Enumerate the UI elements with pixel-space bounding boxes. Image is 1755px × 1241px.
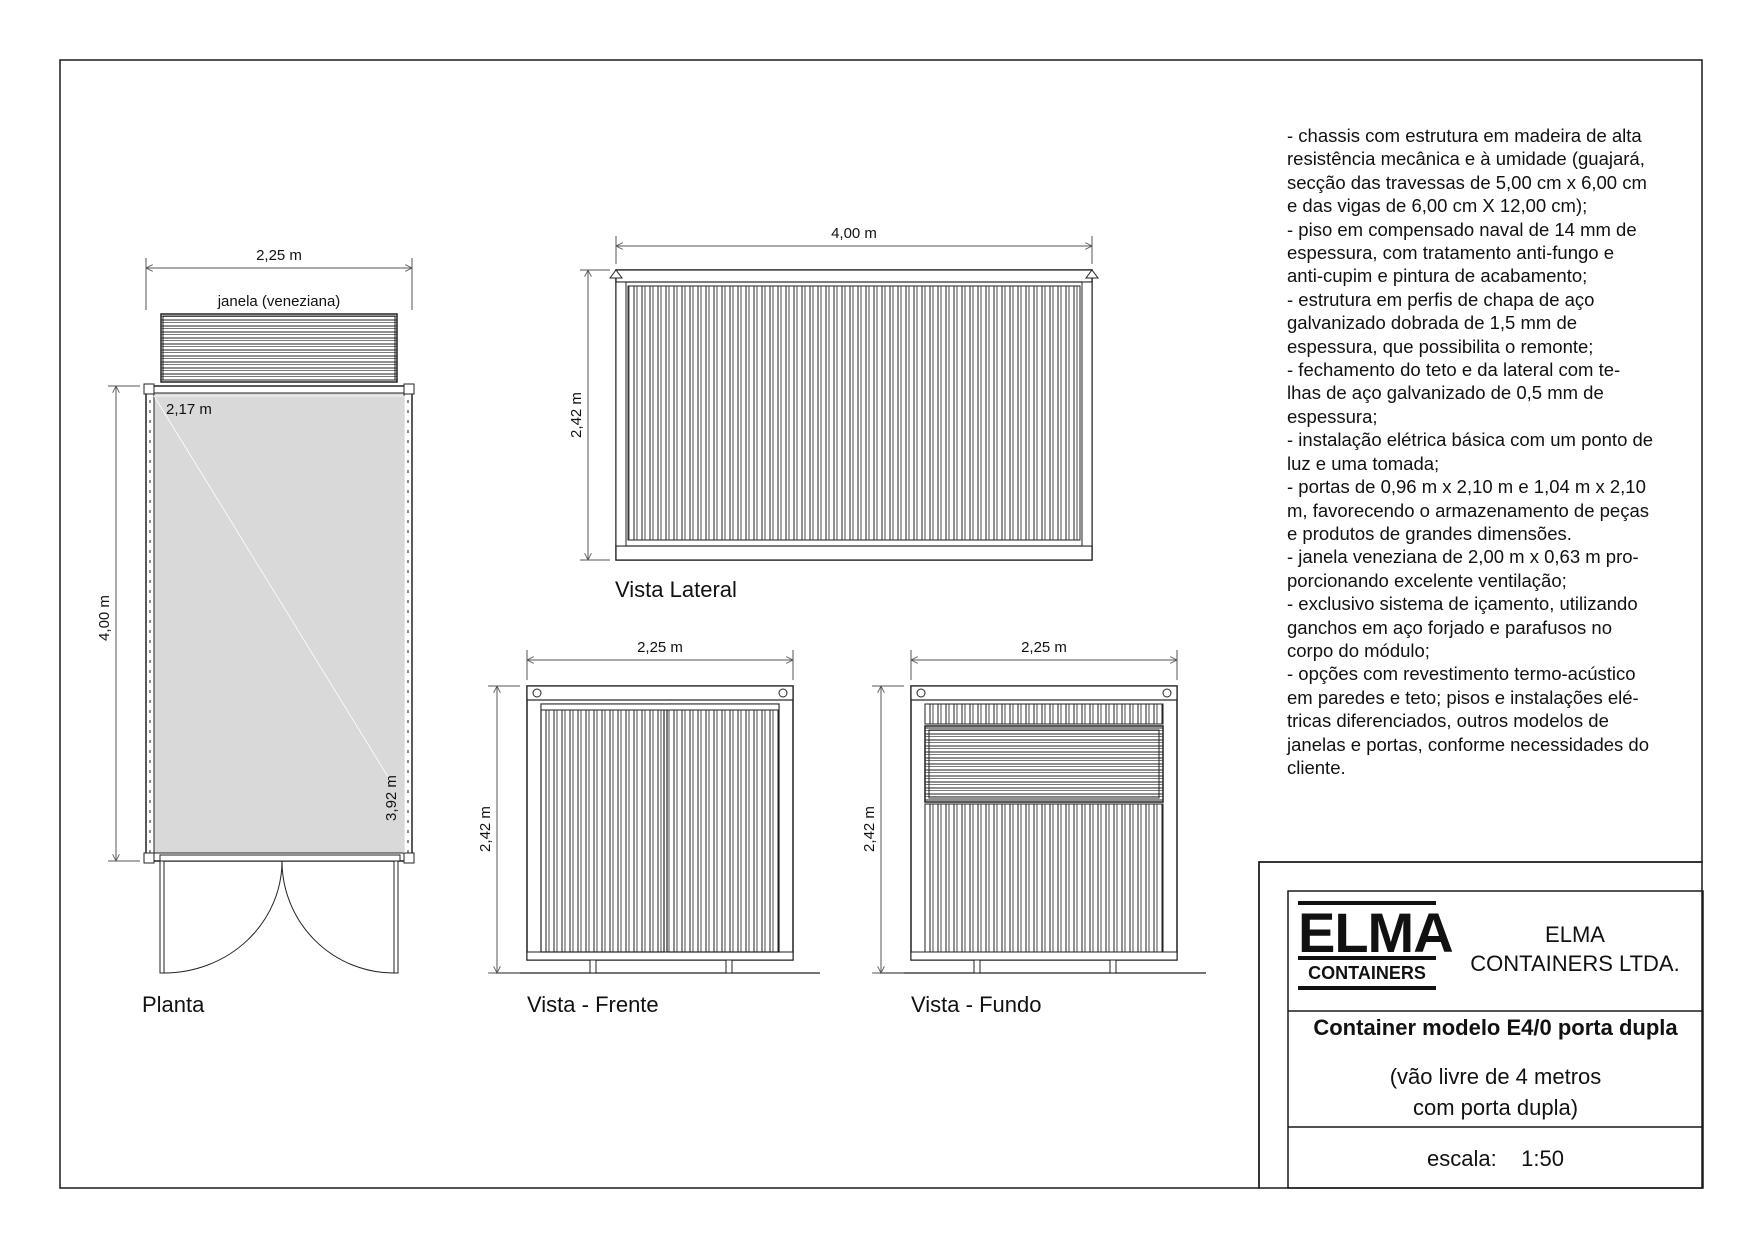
front-title: Vista - Frente bbox=[527, 992, 659, 1017]
spec-line: - piso em compensado naval de 14 mm de bbox=[1287, 218, 1637, 240]
spec-line: - portas de 0,96 m x 2,10 m e 1,04 m x 2,10 bbox=[1287, 476, 1646, 498]
side-height-dim: 2,42 m bbox=[568, 392, 585, 438]
front-door-right bbox=[667, 704, 779, 952]
company-line-2: CONTAINERS LTDA. bbox=[1470, 951, 1680, 976]
spec-line: e das vigas de 6,00 cm X 12,00 cm); bbox=[1287, 195, 1588, 217]
back-lower-panel bbox=[925, 804, 1163, 952]
front-width-dim: 2,25 m bbox=[637, 639, 683, 656]
side-length-dim: 4,00 m bbox=[831, 225, 877, 242]
back-height-dim: 2,42 m bbox=[861, 806, 878, 852]
spec-line: - chassis com estrutura em madeira de alta bbox=[1287, 125, 1642, 146]
company-name bbox=[1455, 920, 1695, 978]
spec-line: janelas e portas, conforme necessidades do bbox=[1287, 733, 1649, 755]
spec-line: luz e uma tomada; bbox=[1287, 452, 1440, 474]
spec-line: galvanizado dobrada de 1,5 mm de bbox=[1287, 312, 1578, 334]
spec-line: - instalação elétrica básica com um ponto de bbox=[1287, 429, 1654, 451]
back-title: Vista - Fundo bbox=[911, 992, 1042, 1017]
spec-line: e produtos de grandes dimensões. bbox=[1287, 522, 1572, 544]
plan-view bbox=[108, 258, 414, 973]
spec-line: - estrutura em perfis de chapa de aço bbox=[1287, 288, 1595, 310]
spec-line: porcionando excelente ventilação; bbox=[1287, 569, 1567, 591]
side-view bbox=[580, 236, 1098, 560]
plan-width-dim: 2,25 m bbox=[256, 247, 302, 264]
spec-line: corpo do módulo; bbox=[1287, 639, 1430, 661]
spec-line: espessura; bbox=[1287, 405, 1378, 427]
spec-line: - opções com revestimento termo-acústico bbox=[1287, 663, 1636, 685]
plan-inner-width-dim: 2,17 m bbox=[166, 401, 212, 418]
back-window-louver bbox=[925, 726, 1163, 802]
spec-line: tricas diferenciados, outros modelos de bbox=[1287, 710, 1609, 732]
back-view bbox=[872, 650, 1206, 973]
spec-line: - janela veneziana de 2,00 m x 0,63 m pro- bbox=[1287, 546, 1639, 568]
company-line-1: ELMA bbox=[1545, 922, 1605, 947]
scale-label: escala: 1:50 bbox=[1427, 1146, 1564, 1171]
spec-line: espessura, com tratamento anti-fungo e bbox=[1287, 242, 1615, 264]
spec-line: - exclusivo sistema de içamento, utilizando bbox=[1287, 593, 1638, 615]
logo-elma: ELMA bbox=[1298, 901, 1453, 964]
back-upper-panel bbox=[925, 704, 1163, 724]
description-line-1: (vão livre de 4 metros bbox=[1389, 1064, 1602, 1089]
plan-depth-dim: 4,00 m bbox=[96, 595, 113, 641]
front-height-dim: 2,42 m bbox=[477, 806, 494, 852]
spec-line: espessura, que possibilita o remonte; bbox=[1287, 335, 1594, 357]
model-description bbox=[1288, 1061, 1703, 1123]
logo-containers: CONTAINERS bbox=[1308, 963, 1426, 983]
spec-line: lhas de aço galvanizado de 0,5 mm de bbox=[1287, 382, 1604, 404]
front-door-left bbox=[541, 704, 664, 952]
back-width-dim: 2,25 m bbox=[1021, 639, 1067, 656]
specification-text bbox=[1287, 124, 1687, 779]
description-line-2: com porta dupla) bbox=[1412, 1095, 1579, 1120]
spec-line: ganchos em aço forjado e parafusos no bbox=[1287, 616, 1612, 638]
spec-line: cliente. bbox=[1287, 756, 1346, 778]
spec-line: resistência mecânica e à umidade (guajará, bbox=[1287, 148, 1645, 170]
spec-line: em paredes e teto; pisos e instalações elé- bbox=[1287, 686, 1639, 708]
spec-line: - fechamento do teto e da lateral com te- bbox=[1287, 359, 1621, 381]
plan-window-label: janela (veneziana) bbox=[217, 293, 341, 310]
plan-title: Planta bbox=[142, 992, 205, 1017]
spec-line: secção das travessas de 5,00 cm x 6,00 cm bbox=[1287, 171, 1647, 193]
spec-line: m, favorecendo o armazenamento de peças bbox=[1287, 499, 1649, 521]
model-title: Container modelo E4/0 porta dupla bbox=[1313, 1015, 1678, 1040]
side-corrugated-panel bbox=[628, 286, 1080, 540]
plan-floor bbox=[154, 393, 404, 853]
front-view bbox=[488, 650, 820, 973]
side-title: Vista Lateral bbox=[615, 577, 737, 602]
spec-line: anti-cupim e pintura de acabamento; bbox=[1287, 265, 1588, 287]
plan-inner-depth-dim: 3,92 m bbox=[383, 775, 400, 821]
plan-window-louver bbox=[161, 314, 397, 382]
